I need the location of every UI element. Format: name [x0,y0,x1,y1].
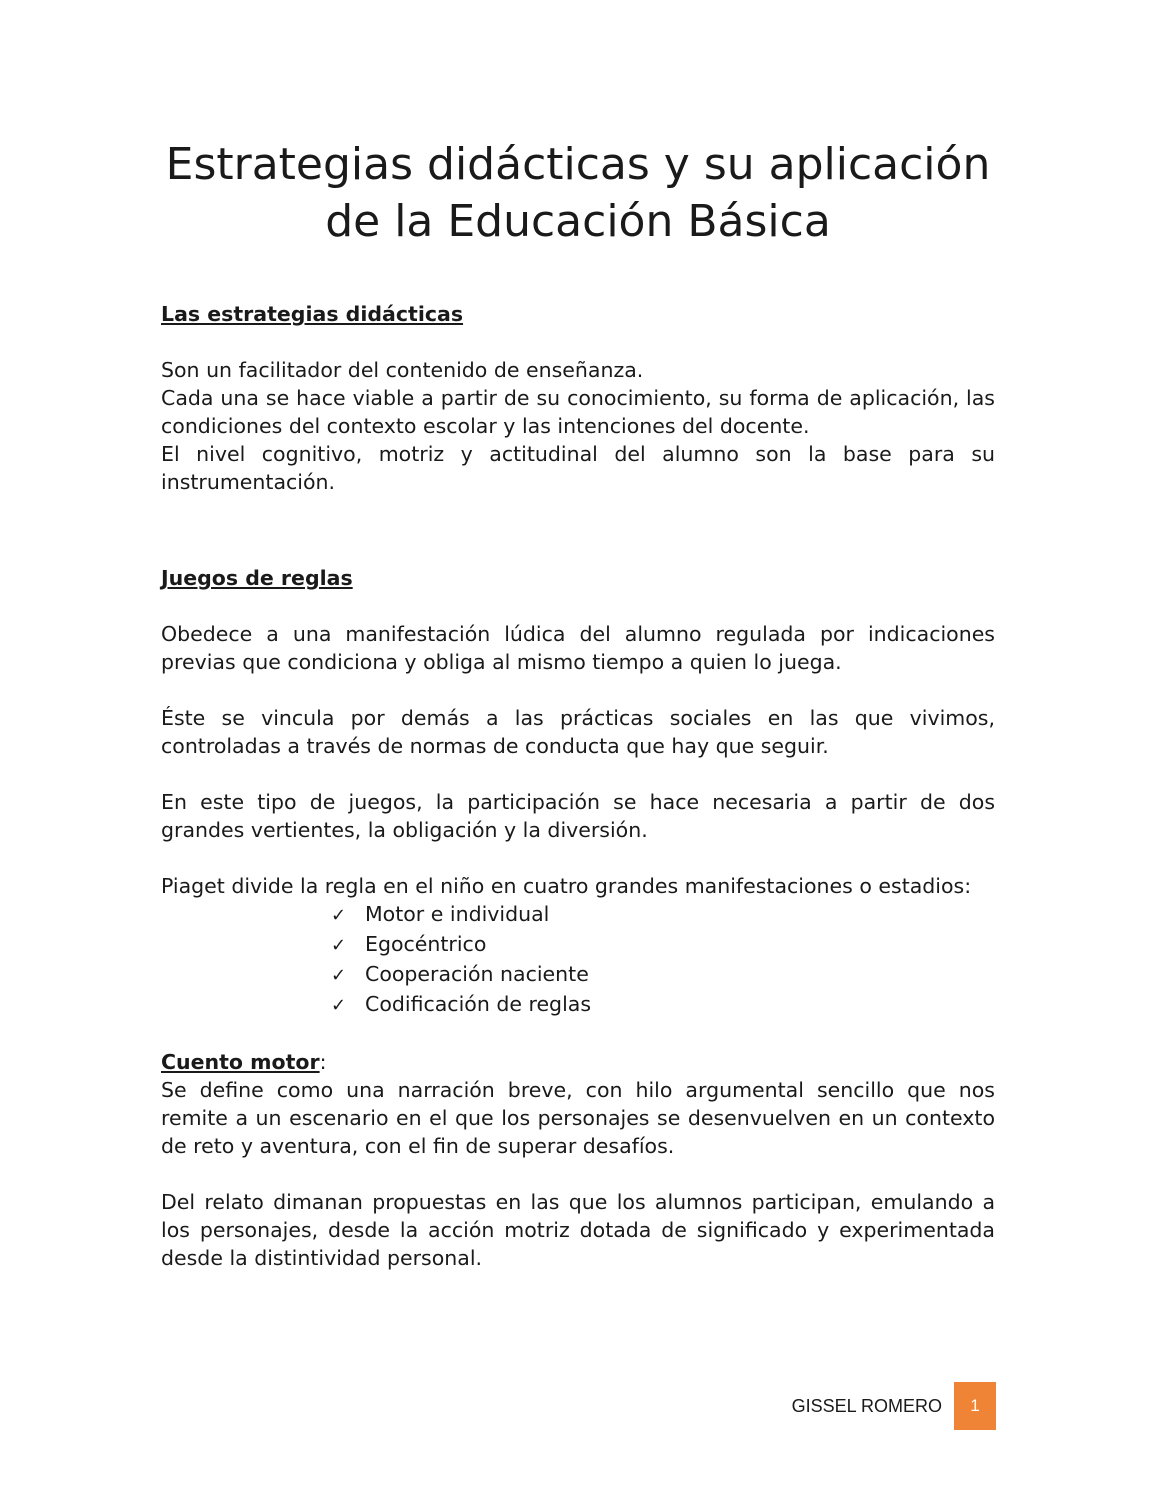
document-title [120,136,1036,250]
check-icon: ✓ [331,965,347,986]
paragraph: Se define como una narración breve, con hilo argumental sencillo que nos remite a un escenario en el que los personajes se desenvuelven en un contexto de reto y aventura, con el fin de superar desafíos. [161,1078,995,1158]
paragraph: Obedece a una manifestación lúdica del alumno regulada por indicaciones previas que condiciona y obliga al mismo tiempo a quien lo juega. [161,622,995,674]
heading-colon: : [319,1050,327,1074]
document-body [161,300,995,1272]
section-juegos-de-reglas [161,564,995,1020]
section-estrategias [161,300,995,496]
section-heading: Las estrategias didácticas [161,302,464,326]
list-item-label: Cooperación naciente [365,962,589,986]
paragraph: El nivel cognitivo, motriz y actitudinal del alumno son la base para su instrumentación. [161,442,995,494]
section-heading: Juegos de reglas [161,566,353,590]
author-name: GISSEL ROMERO [791,1396,942,1416]
list-item-label: Codificación de reglas [365,992,592,1016]
paragraph: Cada una se hace viable a partir de su conocimiento, su forma de aplicación, las condiciones del contexto escolar y las intenciones del docente. [161,386,995,438]
check-icon: ✓ [331,905,347,926]
paragraph: Del relato dimanan propuestas en las que los alumnos participan, emulando a los personajes, desde la acción motriz dotada de significado y experimentada desde la distintividad personal. [161,1190,995,1270]
check-icon: ✓ [331,995,347,1016]
list-item-label: Motor e individual [365,902,550,926]
list-item [331,900,995,930]
section-heading-line [161,1048,995,1076]
page-number-badge: 1 [954,1382,996,1430]
page-footer [700,1382,996,1430]
paragraph: Éste se vincula por demás a las prácticas sociales en las que vivimos, controladas a través de normas de conducta que hay que seguir. [161,706,995,758]
check-icon: ✓ [331,935,347,956]
paragraph: Son un facilitador del contenido de enseñanza. [161,358,644,382]
title-line-1: Estrategias didácticas y su aplicación [165,139,991,190]
list-item [331,960,995,990]
list-item [331,990,995,1020]
list-item [331,930,995,960]
title-line-2: de la Educación Básica [325,196,831,247]
paragraph: En este tipo de juegos, la participación se hace necesaria a partir de dos grandes vertientes, la obligación y la diversión. [161,790,995,842]
section-heading: Cuento motor [161,1050,320,1074]
stages-list [161,900,995,1020]
section-cuento-motor [161,1048,995,1272]
list-item-label: Egocéntrico [365,932,487,956]
paragraph: Piaget divide la regla en el niño en cuatro grandes manifestaciones o estadios: [161,874,972,898]
